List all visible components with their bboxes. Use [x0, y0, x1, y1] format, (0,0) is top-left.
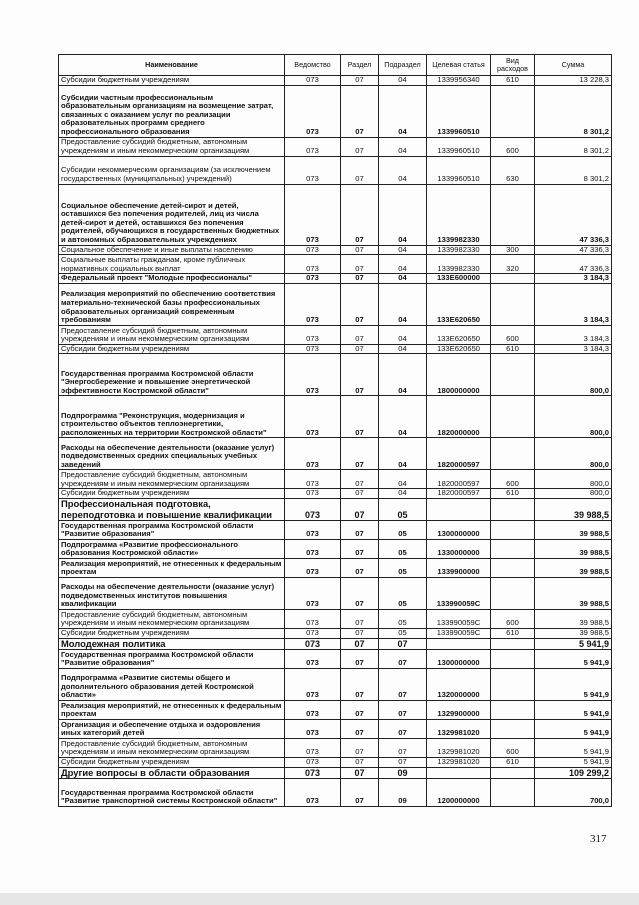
row-name: Социальное обеспечение и иные выплаты населению: [59, 245, 285, 255]
row-subsection: 05: [379, 577, 427, 609]
row-dept: 073: [285, 283, 341, 325]
row-subsection: 04: [379, 245, 427, 255]
row-name: Подпрограмма «Развитие системы общего и дополнительного образования детей Костромской области»: [59, 668, 285, 700]
table-row: [59, 498, 612, 520]
row-dept: 073: [285, 609, 341, 628]
row-exp-type: 300: [491, 245, 535, 255]
row-section: 07: [341, 470, 379, 489]
table-row: [59, 470, 612, 489]
row-name: Реализация мероприятий по обеспечению соответствия материально-технической базы профессиональных образовательных организаций современным требованиям: [59, 283, 285, 325]
table-row: [59, 156, 612, 184]
row-sum: 800,0: [535, 489, 612, 499]
table-row: [59, 539, 612, 558]
row-exp-type: [491, 649, 535, 668]
table-row: [59, 325, 612, 344]
row-dept: 073: [285, 255, 341, 274]
row-name: Субсидии бюджетным учреждениям: [59, 76, 285, 86]
row-subsection: 04: [379, 396, 427, 438]
row-sum: 800,0: [535, 354, 612, 396]
row-dept: 073: [285, 156, 341, 184]
row-subsection: 04: [379, 255, 427, 274]
row-sum: 109 299,2: [535, 767, 612, 778]
table-row: [59, 283, 612, 325]
table-row: [59, 344, 612, 354]
row-dept: 073: [285, 767, 341, 778]
row-target: 133990059С: [427, 628, 491, 638]
table-row: [59, 638, 612, 649]
row-sum: 13 228,3: [535, 76, 612, 86]
row-name: Профессиональная подготовка, переподготовка и повышение квалификации: [59, 498, 285, 520]
row-section: 07: [341, 668, 379, 700]
row-dept: 073: [285, 274, 341, 284]
row-name: Подпрограмма "Реконструкция, модернизация и строительство объектов теплоэнергетики, расположенных на территории Костромской области": [59, 396, 285, 438]
table-row: [59, 738, 612, 757]
table-row: [59, 274, 612, 284]
row-exp-type: [491, 700, 535, 719]
row-exp-type: [491, 85, 535, 137]
row-section: 07: [341, 719, 379, 738]
row-sum: 8 301,2: [535, 137, 612, 156]
row-target: 1329981020: [427, 719, 491, 738]
row-target: 133E620650: [427, 344, 491, 354]
row-dept: 073: [285, 396, 341, 438]
row-subsection: 07: [379, 700, 427, 719]
row-section: 07: [341, 609, 379, 628]
header-dept: Ведомство: [285, 55, 341, 76]
row-dept: 073: [285, 184, 341, 245]
row-exp-type: [491, 283, 535, 325]
table-row: [59, 700, 612, 719]
row-sum: 5 941,9: [535, 719, 612, 738]
row-subsection: 04: [379, 274, 427, 284]
row-target: 1339960510: [427, 137, 491, 156]
table-row: [59, 719, 612, 738]
row-section: 07: [341, 274, 379, 284]
row-exp-type: 610: [491, 489, 535, 499]
row-exp-type: 600: [491, 738, 535, 757]
row-sum: 5 941,9: [535, 668, 612, 700]
table-row: [59, 649, 612, 668]
row-dept: 073: [285, 577, 341, 609]
row-subsection: 04: [379, 85, 427, 137]
row-name: Социальные выплаты гражданам, кроме публичных нормативных социальных выплат: [59, 255, 285, 274]
row-dept: 073: [285, 344, 341, 354]
table-row: [59, 85, 612, 137]
row-name: Субсидии бюджетным учреждениям: [59, 344, 285, 354]
row-sum: 47 336,3: [535, 245, 612, 255]
row-exp-type: 610: [491, 76, 535, 86]
row-subsection: 05: [379, 558, 427, 577]
row-dept: 073: [285, 76, 341, 86]
row-section: 07: [341, 85, 379, 137]
row-exp-type: 600: [491, 470, 535, 489]
row-section: 07: [341, 489, 379, 499]
row-dept: 073: [285, 700, 341, 719]
row-target: 1329981020: [427, 738, 491, 757]
row-exp-type: [491, 354, 535, 396]
row-sum: 3 184,3: [535, 344, 612, 354]
row-target: 133E620650: [427, 325, 491, 344]
row-subsection: 07: [379, 668, 427, 700]
row-dept: 073: [285, 539, 341, 558]
row-dept: 073: [285, 438, 341, 470]
row-sum: 800,0: [535, 438, 612, 470]
table-row: [59, 558, 612, 577]
row-name: Государственная программа Костромской области "Развитие транспортной системы Костромской области": [59, 778, 285, 806]
row-section: 07: [341, 700, 379, 719]
row-dept: 073: [285, 719, 341, 738]
row-sum: 5 941,9: [535, 738, 612, 757]
row-subsection: 05: [379, 520, 427, 539]
row-name: Предоставление субсидий бюджетным, автономным учреждениям и иным некоммерческим организациям: [59, 325, 285, 344]
row-section: 07: [341, 539, 379, 558]
row-sum: 39 988,5: [535, 609, 612, 628]
row-name: Предоставление субсидий бюджетным, автономным учреждениям и иным некоммерческим организациям: [59, 609, 285, 628]
budget-table: [58, 54, 612, 807]
row-target: [427, 638, 491, 649]
row-section: 07: [341, 344, 379, 354]
row-sum: 39 988,5: [535, 520, 612, 539]
row-exp-type: [491, 778, 535, 806]
row-name: Расходы на обеспечение деятельности (оказание услуг) подведомственных институтов повышения квалификации: [59, 577, 285, 609]
row-subsection: 04: [379, 354, 427, 396]
row-exp-type: [491, 184, 535, 245]
row-section: 07: [341, 767, 379, 778]
row-name: Субсидии некоммерческим организациям (за исключением государственных (муниципальных) учреждений): [59, 156, 285, 184]
row-target: 1339900000: [427, 558, 491, 577]
row-dept: 073: [285, 85, 341, 137]
row-dept: 073: [285, 470, 341, 489]
row-target: 1339960510: [427, 156, 491, 184]
row-target: 1300000000: [427, 649, 491, 668]
table-row: [59, 668, 612, 700]
row-section: 07: [341, 757, 379, 767]
row-section: 07: [341, 738, 379, 757]
table-row: [59, 255, 612, 274]
row-name: Расходы на обеспечение деятельности (оказание услуг) подведомственных средних специальных учебных заведений: [59, 438, 285, 470]
row-sum: 39 988,5: [535, 558, 612, 577]
row-section: 07: [341, 137, 379, 156]
row-dept: 073: [285, 638, 341, 649]
row-section: 07: [341, 628, 379, 638]
header-section: Раздел: [341, 55, 379, 76]
table-row: [59, 767, 612, 778]
row-subsection: 05: [379, 539, 427, 558]
header-exp-type: Вид расходов: [491, 55, 535, 76]
row-sum: 800,0: [535, 396, 612, 438]
row-target: 1820000597: [427, 470, 491, 489]
table-row: [59, 609, 612, 628]
row-subsection: 05: [379, 498, 427, 520]
row-section: 07: [341, 325, 379, 344]
row-dept: 073: [285, 325, 341, 344]
row-subsection: 04: [379, 344, 427, 354]
table-row: [59, 76, 612, 86]
row-exp-type: [491, 767, 535, 778]
row-dept: 073: [285, 354, 341, 396]
row-target: 1339982330: [427, 184, 491, 245]
header-name: Наименование: [59, 55, 285, 76]
row-name: Субсидии частным профессиональным образовательным организациям на возмещение затрат, связанных с оказанием услуг по реализации образовательных программ среднего профессионального образования: [59, 85, 285, 137]
row-exp-type: 320: [491, 255, 535, 274]
row-section: 07: [341, 498, 379, 520]
row-dept: 073: [285, 649, 341, 668]
table-row: [59, 438, 612, 470]
row-name: Подпрограмма «Развитие профессионального образования Костромской области»: [59, 539, 285, 558]
row-section: 07: [341, 156, 379, 184]
row-dept: 073: [285, 558, 341, 577]
row-subsection: 09: [379, 778, 427, 806]
table-row: [59, 245, 612, 255]
table-row: [59, 489, 612, 499]
row-subsection: 04: [379, 137, 427, 156]
row-name: Субсидии бюджетным учреждениям: [59, 628, 285, 638]
row-name: Государственная программа Костромской области "Развитие образования": [59, 649, 285, 668]
row-dept: 073: [285, 778, 341, 806]
row-subsection: 07: [379, 738, 427, 757]
header-target: Целевая статья: [427, 55, 491, 76]
row-name: Государственная программа Костромской области "Энергосбережение и повышение энергетической эффективности Костромской области": [59, 354, 285, 396]
row-subsection: 07: [379, 638, 427, 649]
row-exp-type: 610: [491, 344, 535, 354]
row-subsection: 04: [379, 156, 427, 184]
row-target: [427, 767, 491, 778]
row-target: 1800000000: [427, 354, 491, 396]
row-sum: 39 988,5: [535, 539, 612, 558]
row-name: Другие вопросы в области образования: [59, 767, 285, 778]
row-subsection: 07: [379, 757, 427, 767]
row-name: Предоставление субсидий бюджетным, автономным учреждениям и иным некоммерческим организациям: [59, 137, 285, 156]
table-row: [59, 137, 612, 156]
row-dept: 073: [285, 738, 341, 757]
row-dept: 073: [285, 628, 341, 638]
row-target: 1200000000: [427, 778, 491, 806]
row-target: 1339982330: [427, 255, 491, 274]
row-name: Субсидии бюджетным учреждениям: [59, 757, 285, 767]
row-target: 1329981020: [427, 757, 491, 767]
row-dept: 073: [285, 137, 341, 156]
row-exp-type: [491, 558, 535, 577]
table-row: [59, 396, 612, 438]
row-dept: 073: [285, 498, 341, 520]
row-exp-type: [491, 274, 535, 284]
row-sum: 800,0: [535, 470, 612, 489]
row-target: 133E620650: [427, 283, 491, 325]
page-number: 317: [590, 833, 607, 845]
row-subsection: 07: [379, 649, 427, 668]
row-target: 1820000000: [427, 396, 491, 438]
row-sum: 39 988,5: [535, 498, 612, 520]
row-subsection: 05: [379, 609, 427, 628]
row-exp-type: 600: [491, 609, 535, 628]
row-subsection: 04: [379, 283, 427, 325]
row-exp-type: [491, 719, 535, 738]
row-section: 07: [341, 638, 379, 649]
table-body: [59, 76, 612, 807]
table-row: [59, 184, 612, 245]
row-sum: 8 301,2: [535, 85, 612, 137]
row-target: 133990059С: [427, 609, 491, 628]
row-name: Субсидии бюджетным учреждениям: [59, 489, 285, 499]
row-sum: 700,0: [535, 778, 612, 806]
row-section: 07: [341, 520, 379, 539]
row-subsection: 04: [379, 438, 427, 470]
row-exp-type: 600: [491, 137, 535, 156]
row-section: 07: [341, 76, 379, 86]
row-exp-type: [491, 577, 535, 609]
row-target: 1339956340: [427, 76, 491, 86]
row-name: Социальное обеспечение детей-сирот и детей, оставшихся без попечения родителей, лиц из числа детей-сирот и детей, оставшихся без попечения родителей, обучающихся в государственных бюджетных и автономных образовательных учреждениях: [59, 184, 285, 245]
row-target: 1339960510: [427, 85, 491, 137]
row-exp-type: 600: [491, 325, 535, 344]
row-sum: 5 941,9: [535, 649, 612, 668]
row-exp-type: [491, 396, 535, 438]
row-sum: 3 184,3: [535, 325, 612, 344]
row-sum: 47 336,3: [535, 184, 612, 245]
row-subsection: 04: [379, 470, 427, 489]
row-name: Государственная программа Костромской области "Развитие образования": [59, 520, 285, 539]
row-exp-type: [491, 638, 535, 649]
row-sum: 3 184,3: [535, 283, 612, 325]
row-target: 1330000000: [427, 539, 491, 558]
row-dept: 073: [285, 757, 341, 767]
table-row: [59, 757, 612, 767]
table-row: [59, 628, 612, 638]
row-sum: 5 941,9: [535, 757, 612, 767]
row-section: 07: [341, 577, 379, 609]
table-row: [59, 577, 612, 609]
row-section: 07: [341, 649, 379, 668]
row-subsection: 09: [379, 767, 427, 778]
row-dept: 073: [285, 245, 341, 255]
row-section: 07: [341, 438, 379, 470]
row-target: 1300000000: [427, 520, 491, 539]
row-sum: 39 988,5: [535, 628, 612, 638]
row-section: 07: [341, 558, 379, 577]
row-exp-type: [491, 520, 535, 539]
row-sum: 39 988,5: [535, 577, 612, 609]
row-exp-type: 610: [491, 628, 535, 638]
row-sum: 5 941,9: [535, 638, 612, 649]
row-target: 1820000597: [427, 489, 491, 499]
row-section: 07: [341, 184, 379, 245]
row-section: 07: [341, 255, 379, 274]
row-section: 07: [341, 396, 379, 438]
row-subsection: 04: [379, 76, 427, 86]
row-subsection: 07: [379, 719, 427, 738]
row-target: 133E600000: [427, 274, 491, 284]
row-target: 1320000000: [427, 668, 491, 700]
row-sum: 3 184,3: [535, 274, 612, 284]
table-row: [59, 778, 612, 806]
row-sum: 5 941,9: [535, 700, 612, 719]
row-dept: 073: [285, 520, 341, 539]
row-target: 1339982330: [427, 245, 491, 255]
row-exp-type: [491, 668, 535, 700]
row-name: Молодежная политика: [59, 638, 285, 649]
row-sum: 47 336,3: [535, 255, 612, 274]
table-row: [59, 520, 612, 539]
row-exp-type: 630: [491, 156, 535, 184]
row-section: 07: [341, 283, 379, 325]
row-name: Предоставление субсидий бюджетным, автономным учреждениям и иным некоммерческим организациям: [59, 738, 285, 757]
row-subsection: 04: [379, 489, 427, 499]
row-subsection: 05: [379, 628, 427, 638]
row-subsection: 04: [379, 184, 427, 245]
row-section: 07: [341, 245, 379, 255]
row-sum: 8 301,2: [535, 156, 612, 184]
row-subsection: 04: [379, 325, 427, 344]
row-target: [427, 498, 491, 520]
row-name: Федеральный проект "Молодые профессионалы": [59, 274, 285, 284]
row-section: 07: [341, 354, 379, 396]
row-section: 07: [341, 778, 379, 806]
row-name: Реализация мероприятий, не отнесенных к федеральным проектам: [59, 558, 285, 577]
row-target: 1329900000: [427, 700, 491, 719]
row-name: Реализация мероприятий, не отнесенных к федеральным проектам: [59, 700, 285, 719]
row-dept: 073: [285, 489, 341, 499]
table-row: [59, 354, 612, 396]
row-exp-type: [491, 438, 535, 470]
table-header: [59, 55, 612, 76]
row-target: 1820000597: [427, 438, 491, 470]
row-target: 133990059С: [427, 577, 491, 609]
row-exp-type: [491, 539, 535, 558]
header-subsection: Подраздел: [379, 55, 427, 76]
header-sum: Сумма: [535, 55, 612, 76]
row-exp-type: [491, 498, 535, 520]
row-name: Организация и обеспечение отдыха и оздоровления иных категорий детей: [59, 719, 285, 738]
row-exp-type: 610: [491, 757, 535, 767]
row-dept: 073: [285, 668, 341, 700]
scan-footer-band: [0, 893, 639, 905]
row-name: Предоставление субсидий бюджетным, автономным учреждениям и иным некоммерческим организациям: [59, 470, 285, 489]
